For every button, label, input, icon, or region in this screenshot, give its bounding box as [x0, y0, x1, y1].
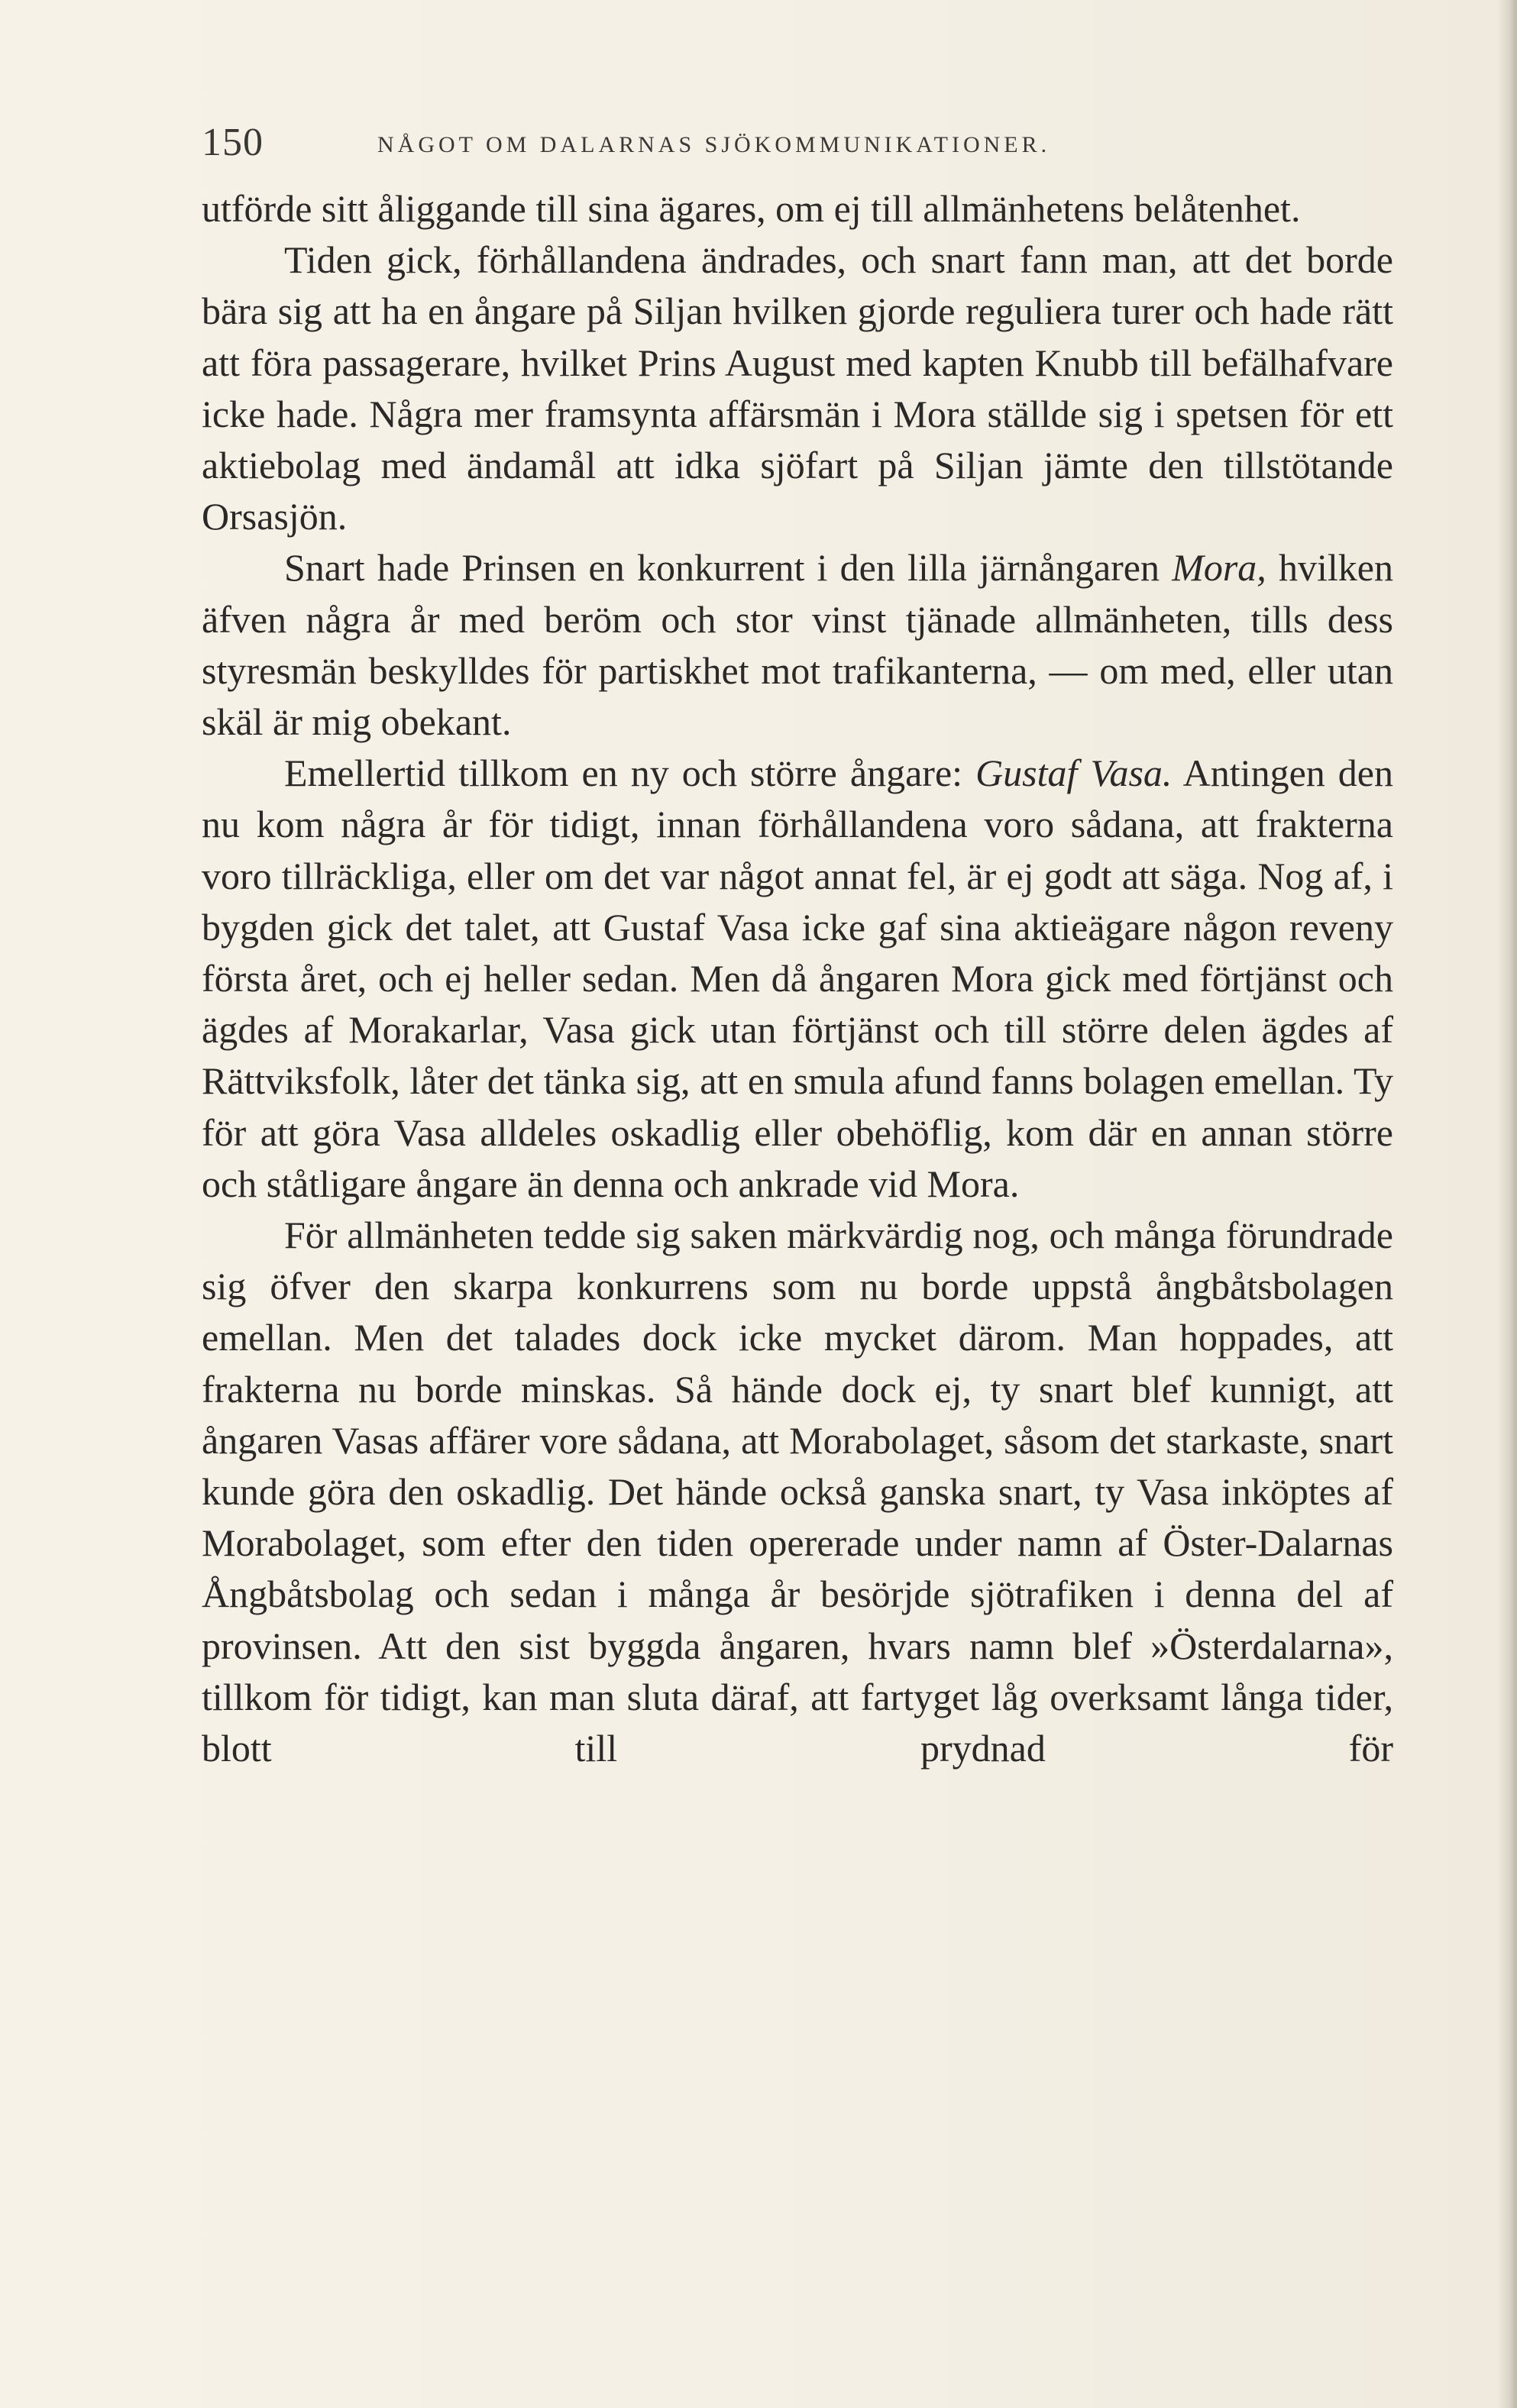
paragraph: [202, 542, 1393, 748]
page-edge-shadow: [1497, 0, 1517, 2408]
page-number: 150: [202, 121, 264, 164]
paragraph-continuation: [202, 183, 1393, 234]
ship-name-italic: Gustaf Vasa.: [975, 751, 1173, 795]
body-text: [202, 183, 1393, 1774]
paragraph-text: Tiden gick, förhållandena ändrades, och snart fann man, att det borde bära sig att ha en ångare på Siljan hvilken gjorde reguliera turer och hade rätt att föra passagerare, hvilket Prins August med kapten Knubb till befälhafvare icke hade. Några mer framsynta affärsmän i Mora ställde sig i spetsen för ett aktiebolag med ändamål att idka sjöfart på Siljan jämte den tillstötande Orsasjön.: [202, 238, 1393, 538]
paragraph-text: För allmänheten tedde sig saken märkvärdig nog, och många förundrade sig öfver den skarpa konkurrens som nu borde uppstå ångbåtsbolagen emellan. Men det talades dock icke mycket därom. Man hoppades, att frakterna nu borde minskas. Så hände dock ej, ty snart blef kunnigt, att ångaren Vasas affärer vore sådana, att Morabolaget, såsom det starkaste, snart kunde göra den oskadlig. Det hände också ganska snart, ty Vasa inköptes af Morabolaget, som efter den tiden opererade under namn af Öster-Dalarnas Ångbåtsbolag och sedan i många år besörjde sjötrafiken i denna del af provinsen. Att den sist byggda ångaren, hvars namn blef »Österdalarna», tillkom för tidigt, kan man sluta däraf, att fartyget låg overksamt långa tider, blott till prydnad för: [202, 1214, 1393, 1770]
ship-name-italic: Mora,: [1172, 546, 1266, 590]
paragraph-text: Antingen den nu kom några år för tidigt, innan förhållandena voro sådana, att frakterna voro tillräckliga, eller om det var något annat fel, är ej godt att säga. Nog af, i bygden gick det talet, att Gustaf Vasa icke gaf sina aktieägare någon reveny första året, och ej heller sedan. Men då ångaren Mora gick med förtjänst och ägdes af Morakarlar, Vasa gick utan förtjänst och till större delen ägdes af Rättviksfolk, låter det tänka sig, att en smula afund fanns bolagen emellan. Ty för att göra Vasa alldeles oskadlig eller obehöflig, kom där en annan större och ståtligare ångare än denna och ankrade vid Mora.: [202, 751, 1393, 1205]
paragraph-text: Emellertid tillkom en ny och större ångare:: [284, 751, 976, 795]
paragraph: [202, 748, 1393, 1210]
paragraph-text: Snart hade Prinsen en konkurrent i den lilla järnångaren: [284, 546, 1173, 590]
paragraph: [202, 234, 1393, 542]
paragraph-text: utförde sitt åliggande till sina ägares, om ej till allmänhetens belåtenhet.: [202, 187, 1301, 230]
running-title: NÅGOT OM DALARNAS SJÖKOMMUNIKATIONER.: [377, 132, 1051, 157]
paragraph: [202, 1210, 1393, 1774]
page-header: [202, 116, 1393, 170]
paragraph-text: hvilken äfven några år med beröm och stor vinst tjänade allmänheten, tills dess styresmän beskylldes för partiskhet mot trafikanterna, — om med, eller utan skäl är mig obekant.: [202, 546, 1393, 744]
